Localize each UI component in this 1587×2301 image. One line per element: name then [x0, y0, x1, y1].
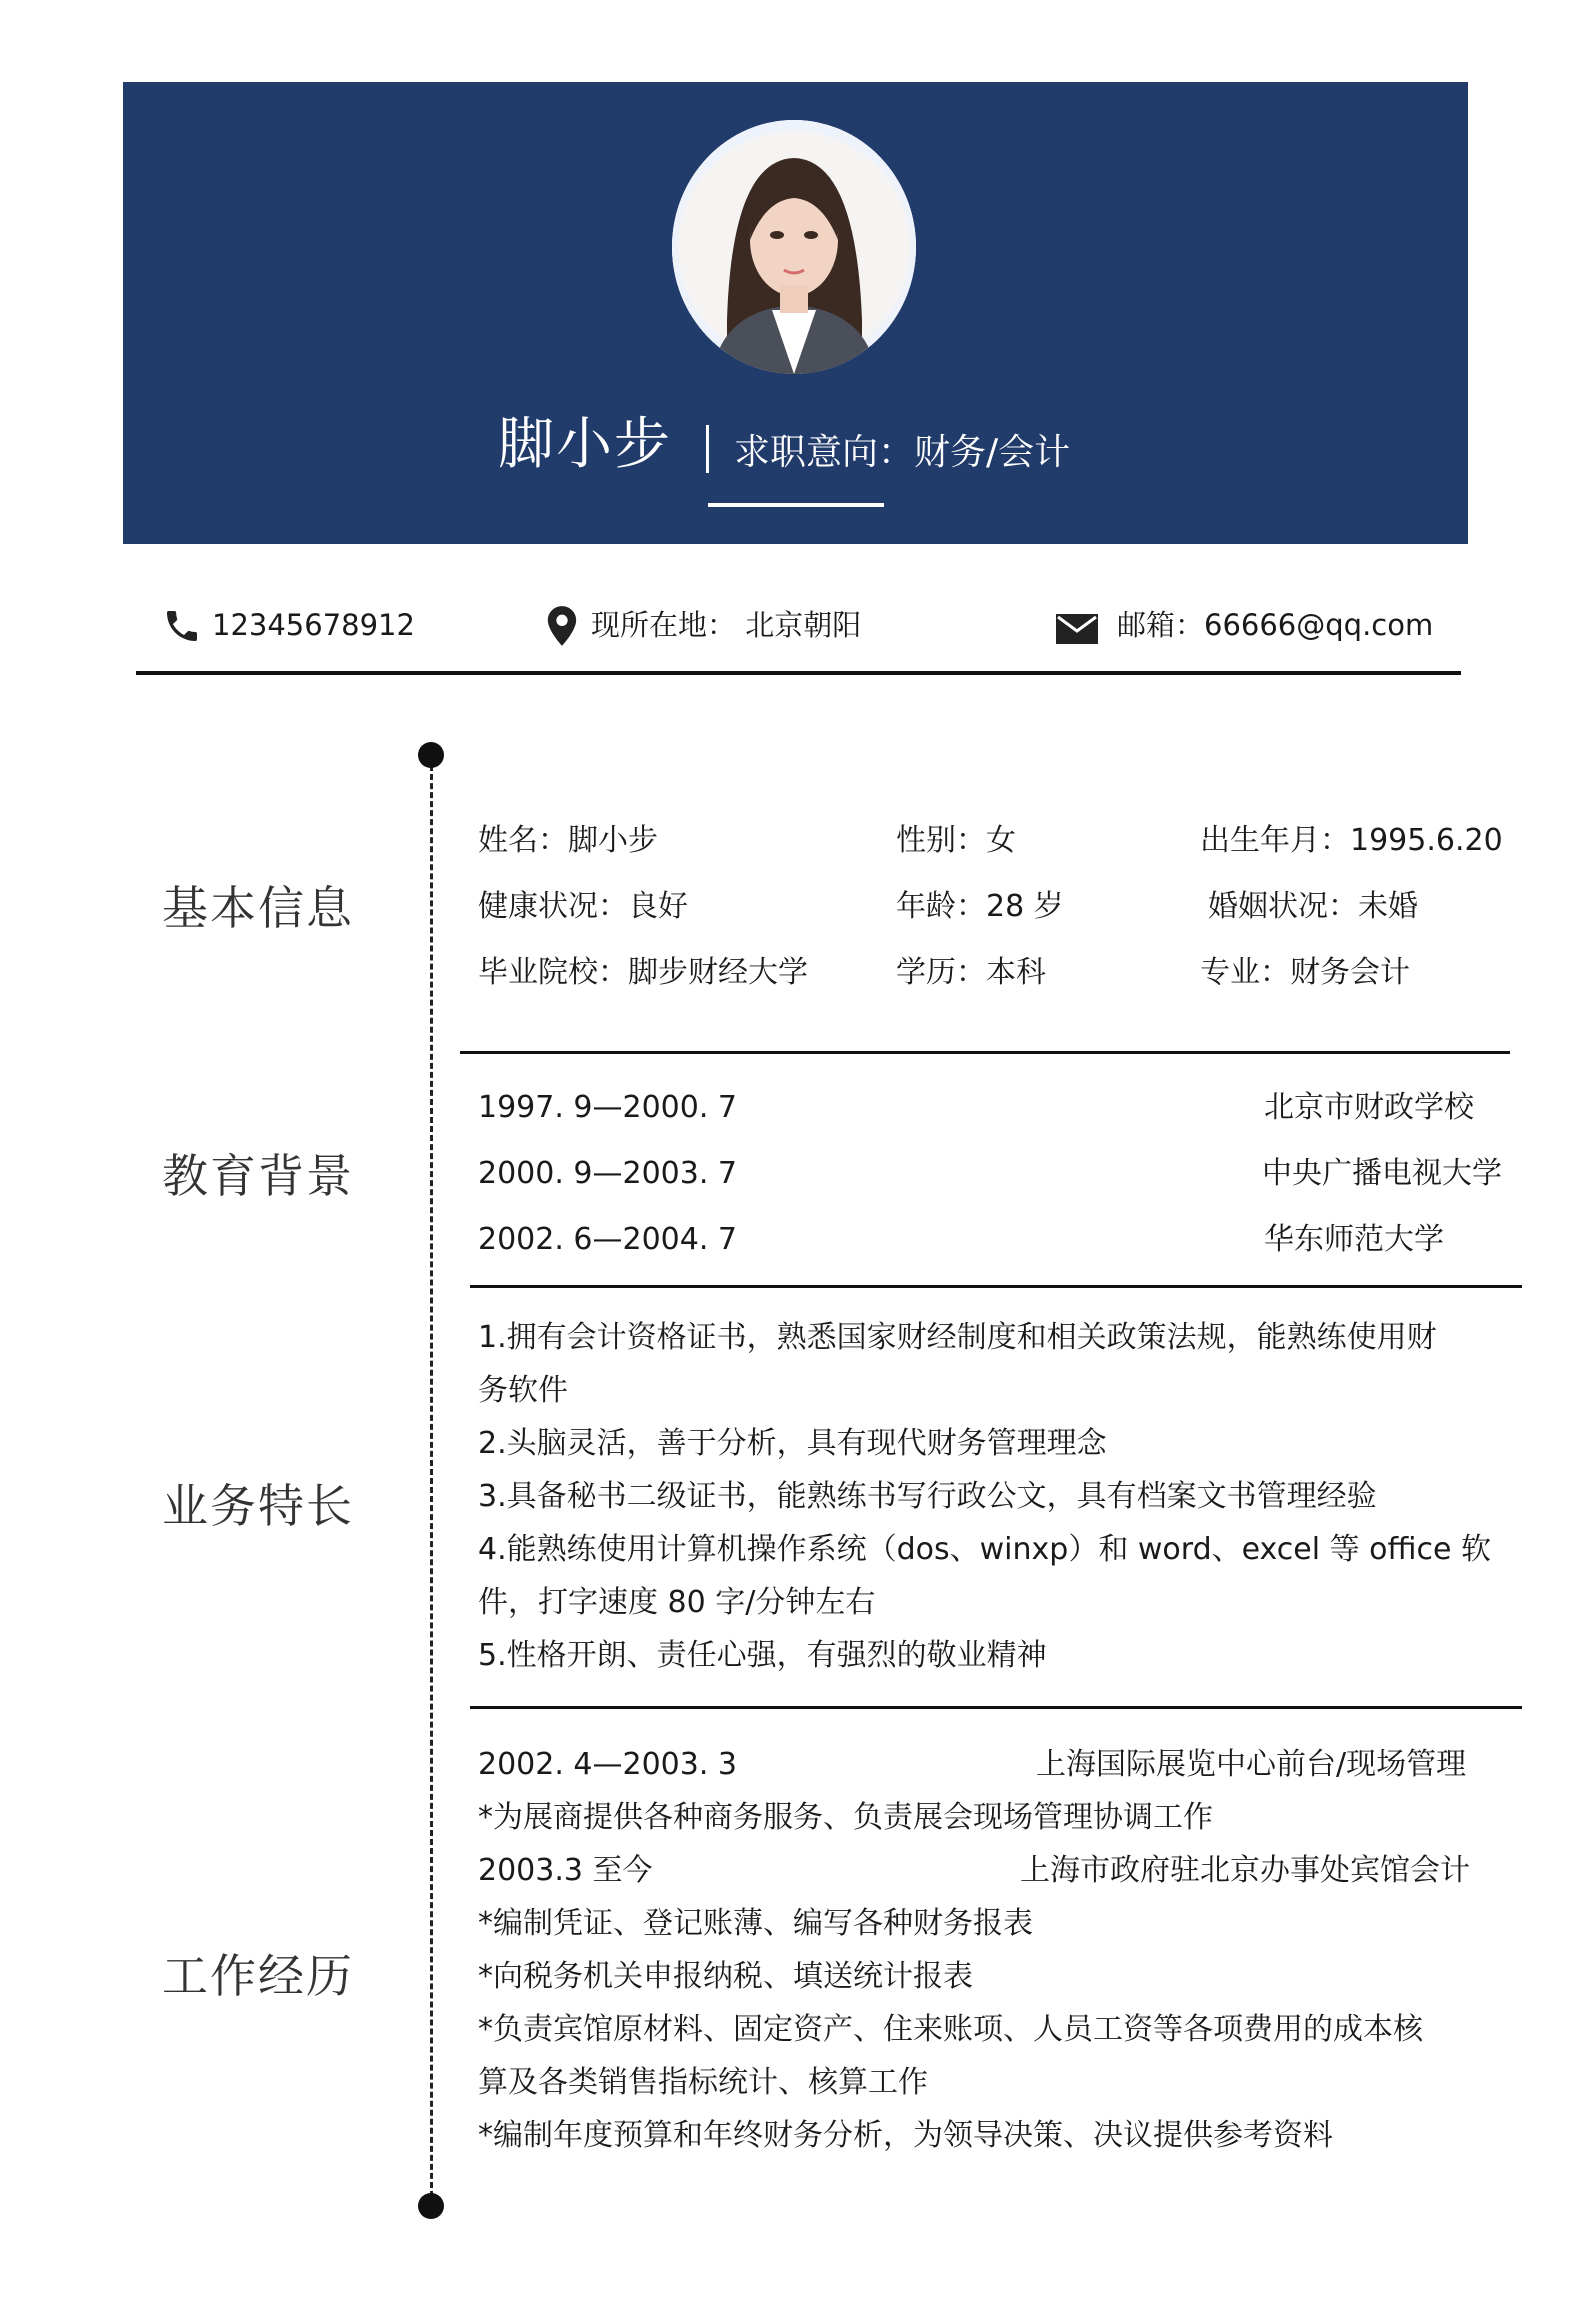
skill-line: 4.能熟练使用计算机操作系统（dos、winxp）和 word、excel 等 office 软: [478, 1532, 1491, 1567]
job-intent: 求职意向：财务/会计: [734, 432, 1071, 473]
contact-phone: [162, 600, 462, 650]
job-duty: *为展商提供各种商务服务、负责展会现场管理协调工作: [478, 1800, 1213, 1835]
edu-period: 1997. 9—2000. 7: [478, 1090, 738, 1125]
info-birth: 出生年月：1995.6.20: [1200, 823, 1503, 858]
phone-icon: [162, 606, 202, 661]
edu-school: 中央广播电视大学: [1262, 1156, 1502, 1191]
contact-location: [545, 600, 945, 650]
info-age: 年龄：28 岁: [896, 889, 1064, 924]
location-pin-icon: [545, 606, 579, 661]
candidate-name: 脚小步: [498, 412, 672, 477]
job-duty: 算及各类销售指标统计、核算工作: [478, 2065, 928, 2100]
contact-divider: [136, 671, 1461, 675]
job-period: 2002. 4—2003. 3: [478, 1747, 738, 1782]
location-text: 现所在地： 北京朝阳: [591, 608, 862, 642]
skill-line: 5.性格开朗、责任心强，有强烈的敬业精神: [478, 1638, 1047, 1673]
title-separator: [706, 425, 709, 473]
edu-school: 北京市财政学校: [1264, 1090, 1474, 1125]
timeline-start-dot: [418, 742, 444, 768]
edu-period: 2000. 9—2003. 7: [478, 1156, 738, 1191]
contact-email: [1055, 600, 1475, 650]
job-duty: *负责宾馆原材料、固定资产、住来账项、人员工资等各项费用的成本核: [478, 2012, 1423, 2047]
job-duty: *编制年度预算和年终财务分析，为领导决策、决议提供参考资料: [478, 2118, 1333, 2153]
section-title-work: 工作经历: [162, 1949, 354, 2003]
title-underline: [708, 503, 884, 507]
timeline-end-dot: [418, 2193, 444, 2219]
phone-number: 12345678912: [212, 608, 415, 642]
skill-line: 务软件: [478, 1373, 568, 1408]
job-header: [478, 1844, 1518, 1897]
job-title: 上海国际展览中心前台/现场管理: [1036, 1747, 1467, 1782]
job-duty: *编制凭证、登记账薄、编写各种财务报表: [478, 1906, 1033, 1941]
info-health: 健康状况：良好: [478, 889, 688, 924]
info-degree: 学历：本科: [896, 955, 1046, 990]
section-title-skills: 业务特长: [162, 1479, 354, 1533]
edu-period: 2002. 6—2004. 7: [478, 1222, 738, 1257]
edu-school: 华东师范大学: [1264, 1222, 1444, 1257]
mail-icon: [1055, 610, 1099, 660]
job-header: [478, 1738, 1518, 1791]
info-name: 姓名：脚小步: [478, 823, 658, 858]
skills-list: [478, 1311, 1518, 1682]
job-title: 上海市政府驻北京办事处宾馆会计: [1020, 1853, 1470, 1888]
section-divider: [460, 1051, 1510, 1054]
info-gender: 性别：女: [896, 823, 1016, 858]
section-title-education: 教育背景: [162, 1149, 354, 1203]
info-major: 专业：财务会计: [1200, 955, 1410, 990]
avatar: [672, 120, 916, 374]
section-divider: [470, 1706, 1522, 1709]
section-title-basic: 基本信息: [162, 881, 354, 935]
info-marriage: 婚姻状况：未婚: [1208, 889, 1418, 924]
job-period: 2003.3 至今: [478, 1853, 653, 1888]
skill-line: 件，打字速度 80 字/分钟左右: [478, 1585, 876, 1620]
work-list: [478, 1738, 1518, 2162]
job-duty: *向税务机关申报纳税、填送统计报表: [478, 1959, 973, 1994]
skill-line: 3.具备秘书二级证书，能熟练书写行政公文，具有档案文书管理经验: [478, 1479, 1377, 1514]
email-text: 邮箱：66666@qq.com: [1117, 608, 1434, 642]
section-divider: [470, 1285, 1522, 1288]
skill-line: 1.拥有会计资格证书，熟悉国家财经制度和相关政策法规，能熟练使用财: [478, 1320, 1437, 1355]
info-school: 毕业院校：脚步财经大学: [478, 955, 808, 990]
skill-line: 2.头脑灵活，善于分析，具有现代财务管理理念: [478, 1426, 1107, 1461]
timeline-line: [430, 756, 433, 2206]
